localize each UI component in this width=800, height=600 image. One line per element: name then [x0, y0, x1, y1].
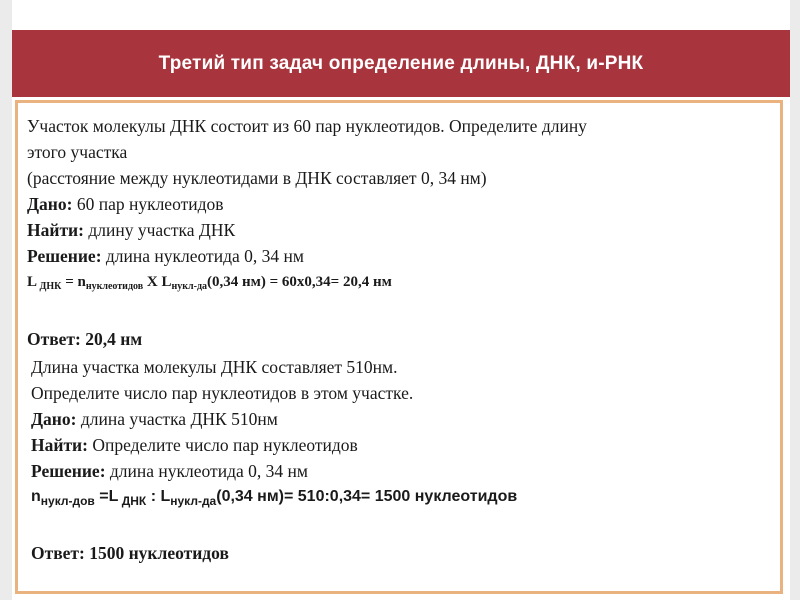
task-1-problem-line-3: (расстояние между нуклеотидами в ДНК составляет 0, 34 нм): [27, 168, 487, 188]
given-label: Дано:: [27, 194, 73, 214]
formula-l-subscript: ДНК: [118, 494, 147, 508]
left-margin: [0, 0, 12, 600]
task-2-formula: [31, 484, 771, 514]
given-value: длина участка ДНК 510нм: [76, 409, 278, 429]
formula-result: (0,34 нм)= 510:0,34= 1500 нуклеотидов: [216, 488, 518, 505]
formula-l-subscript: ДНК: [37, 281, 62, 292]
formula-divide-l: : L: [146, 488, 171, 505]
task-1: [27, 113, 767, 352]
task-1-find: [27, 217, 767, 243]
formula-equals-l: =L: [94, 488, 119, 505]
task-1-problem-line-2: этого участка: [27, 142, 128, 162]
task-2-find: [31, 432, 771, 458]
formula-n-subscript: нуклеотидов: [85, 281, 144, 292]
task-2-problem-line-2: Определите число пар нуклеотидов в этом участке.: [31, 383, 414, 403]
task-1-answer: Ответ: 20,4 нм: [27, 329, 143, 349]
solution-label: Решение:: [31, 461, 106, 481]
title-banner: [12, 30, 790, 97]
given-label: Дано:: [31, 409, 77, 429]
solution-label: Решение:: [27, 246, 102, 266]
task-1-formula: [27, 269, 767, 300]
formula-result: (0,34 нм) = 60х0,34= 20,4 нм: [207, 274, 392, 290]
formula-l: L: [27, 274, 38, 290]
formula-times-l: Х L: [143, 274, 172, 290]
formula-l2-subscript: нукл-да: [171, 281, 208, 292]
task-1-problem-line-1: Участок молекулы ДНК состоит из 60 пар нуклеотидов. Определите длину: [27, 116, 587, 136]
formula-n-subscript: нукл-дов: [40, 494, 95, 508]
formula-n: n: [31, 488, 41, 505]
formula-l2-subscript: нукл-да: [170, 494, 217, 508]
task-2-solution: [31, 458, 771, 484]
task-1-given: [27, 191, 767, 217]
find-value: Определите число пар нуклеотидов: [87, 435, 358, 455]
solution-value: длина нуклеотида 0, 34 нм: [105, 461, 308, 481]
right-margin: [790, 0, 800, 600]
slide-title: Третий тип задач определение длины, ДНК, и-РНК: [158, 53, 644, 74]
find-label: Найти:: [27, 220, 84, 240]
given-value: 60 пар нуклеотидов: [72, 194, 224, 214]
formula-equals-n: = n: [61, 274, 86, 290]
task-2-answer: Ответ: 1500 нуклеотидов: [31, 543, 229, 563]
task-2-given: [31, 406, 771, 432]
task-2: [31, 354, 771, 566]
content-box: [15, 100, 783, 594]
find-value: длину участка ДНК: [83, 220, 236, 240]
task-2-problem-line-1: Длина участка молекулы ДНК составляет 510нм.: [31, 357, 398, 377]
task-1-solution: [27, 243, 767, 269]
solution-value: длина нуклеотида 0, 34 нм: [101, 246, 304, 266]
find-label: Найти:: [31, 435, 88, 455]
